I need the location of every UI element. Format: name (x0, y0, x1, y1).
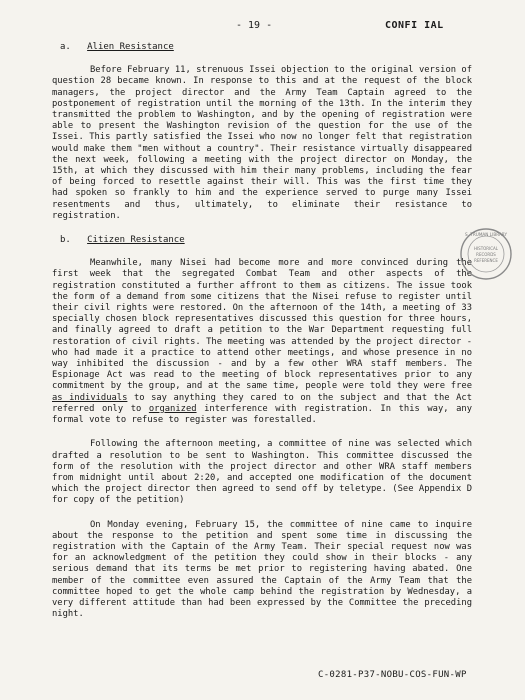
stamp-line-1: HISTORICAL (473, 246, 499, 251)
document-code: C-0281-P37-NOBU-COS-FUN-WP (318, 670, 467, 680)
section-b-heading (60, 235, 472, 246)
p1-text-2: to say anything they cared to on the subject and that the Act referred only to (52, 392, 472, 414)
section-b-paragraph-1 (52, 258, 472, 426)
page-number: - 19 - (236, 20, 273, 31)
section-b-title: Citizen Resistance (87, 235, 185, 246)
section-b-paragraph-3: On Monday evening, February 15, the committee of nine came to inquire about the response to the petition and spent some time in discussing the registration with the Captain of the Army Team. Their special request now was for an acknowledgment of the petition they could show in their blocks - any serious demand that its terms be met prior to registering having abated. One member of the committee even assured the Captain of the Army Team that the committee hoped to get the whole camp behind the registration by Wednesday, a very different attitude than had been expressed by the Committee the preceding night. (52, 519, 472, 620)
stamp-line-3: REFERENCE (474, 258, 498, 263)
p1-text-1: Meanwhile, many Nisei had become more and more convinced during the first week that the segregated Combat Team and other aspects of the registration constituted a further affront to them as citizens. The issue took the form of a demand from some citizens that the Nisei refuse to register until their civil rights were restored. On the afternoon of the 14th, a meeting of 33 specially chosen block representatives discussed this question for three hours, and finally agreed to draft a petition to the War Department requesting full restoration of civil rights. The meeting was attended by the project director - who had made it a practice to attend other meetings, and whose presence in no way inhibited the discussion - and by a few other WRA staff members. The Espionage Act was read to the meeting of block representatives prior to any commitment by the group, and at the same time, people were told they were free (52, 258, 472, 392)
section-a-label: a. (60, 42, 71, 52)
p1-underline-organized: organized (148, 403, 197, 414)
stamp-line-2: RECORDS (476, 252, 496, 257)
section-a-heading (60, 42, 472, 53)
classification-mark: CONFI IAL (385, 20, 444, 31)
page-header (0, 20, 525, 36)
stamp-top-text: S. TRUMAN LIBRARY (464, 232, 508, 237)
section-a-title: Alien Resistance (87, 42, 174, 52)
p1-underline-individuals: as individuals (52, 392, 128, 403)
section-b-paragraph-2: Following the afternoon meeting, a committee of nine was selected which drafted a resolution to be sent to Washington. This committee discussed the form of the resolution with the project director and other WRA staff members from midnight until about 2:20, and accepted one modification of the document which the project director then agreed to send off by teletype. (See Appendix D for copy of the petition) (52, 439, 472, 506)
p1-text-3: interference with registration. In this way, any formal vote to refuse to register was forestalled. (52, 403, 473, 426)
library-stamp (458, 226, 514, 282)
section-a-paragraph: Before February 11, strenuous Issei objection to the original version of question 28 became known. In response to this and at the request of the block managers, the project director and the Army Team Captain agreed to the postponement of registration until the morning of the 13th. In the interim they transmitted the problem to Washington, and by the opening of registration were able to present the Washington revision of the question for the use of the Issei. This partly satisfied the Issei who now no longer felt that registration would make them "men without a country". Their resistance virtually disappeared the next week, following a meeting with the project director on Monday, the 15th, at which they discussed with him their many problems, including the fear of being forced to resettle against their will. This was the first time they had spoken so frankly to him and the experience served to purge many Issei resentments and thus, ultimately, to eliminate their resistance to registration. (52, 65, 472, 221)
section-b-label: b. (60, 235, 71, 246)
document-body (52, 42, 472, 633)
